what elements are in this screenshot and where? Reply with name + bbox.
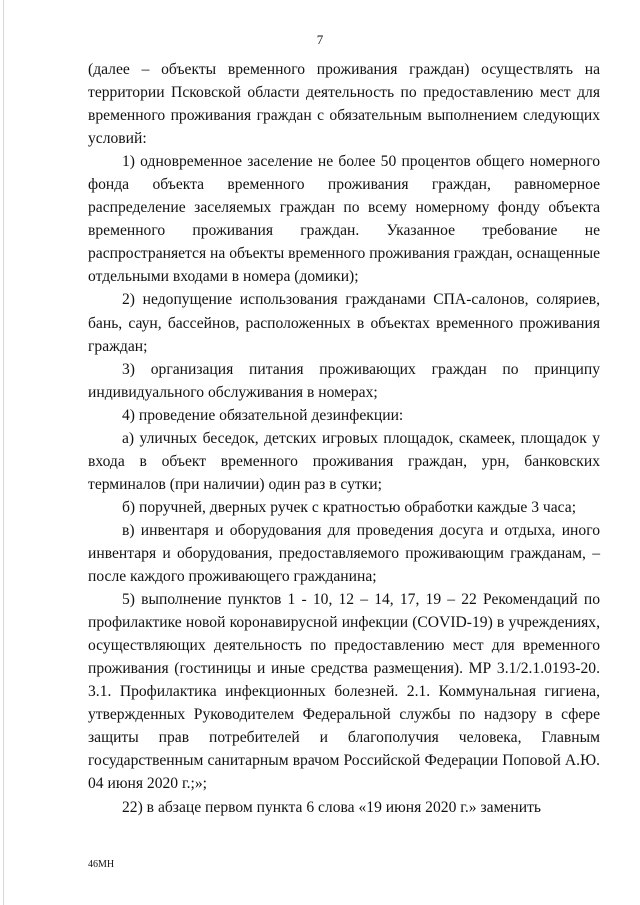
paragraph-item-2: 2) недопущение использования гражданами СПА-салонов, соляриев, бань, саун, бассейнов, расположенных в объектах временного проживания граждан; xyxy=(88,291,600,355)
scan-edge-line xyxy=(3,0,4,905)
paragraph-item-4: 4) проведение обязательной дезинфекции: xyxy=(122,406,404,424)
paragraph-item-22: 22) в абзаце первом пункта 6 слова «19 июня 2020 г.» заменить xyxy=(122,798,541,816)
paragraph-continuation: (далее – объекты временного проживания граждан) осуществлять на территории Псковской области деятельность по предоставлению мест для временного проживания граждан с обязательным выполнением следующих условий: xyxy=(88,61,600,148)
footer-code: 46МН xyxy=(88,859,115,870)
document-body xyxy=(88,58,600,819)
paragraph-subitem-b: б) поручней, дверных ручек с кратностью обработки каждые 3 часа; xyxy=(122,498,577,516)
page-number: 7 xyxy=(316,32,324,47)
paragraph-item-3: 3) организация питания проживающих граждан по принципу индивидуального обслуживания в номерах; xyxy=(88,360,600,401)
paragraph-subitem-a: а) уличных беседок, детских игровых площадок, скамеек, площадок у входа в объект временного проживания граждан, урн, банковских терминалов (при наличии) один раз в сутки; xyxy=(88,429,600,493)
paragraph-subitem-v: в) инвентаря и оборудования для проведения досуга и отдыха, иного инвентаря и оборудования, предоставляемого проживающим гражданам, – после каждого проживающего гражданина; xyxy=(88,521,600,586)
paragraph-item-1: 1) одновременное заселение не более 50 процентов общего номерного фонда объекта временного проживания граждан, равномерное распределение заселяемых граждан по всему номерному фонду объекта временного проживания граждан. Указанное требование не распространяется на объекты временного проживания граждан, оснащенные отдельными входами в номера (домики); xyxy=(88,153,600,286)
paragraph-item-5: 5) выполнение пунктов 1 - 10, 12 – 14, 17, 19 – 22 Рекомендаций по профилактике новой коронавирусной инфекции (COVID-19) в учреждениях, осуществляющих деятельность по предоставлению мест для временного проживания (гостиницы и иные средства размещения). МР 3.1/2.1.0193-20. 3.1. Профилактика инфекционных болезней. 2.1. Коммунальная гигиена, утвержденных Руководителем Федеральной службы по надзору в сфере защиты прав потребителей и благополучия человека, Главным государственным санитарным врачом Российской Федерации Поповой А.Ю. 04 июня 2020 г.;»; xyxy=(88,591,600,793)
